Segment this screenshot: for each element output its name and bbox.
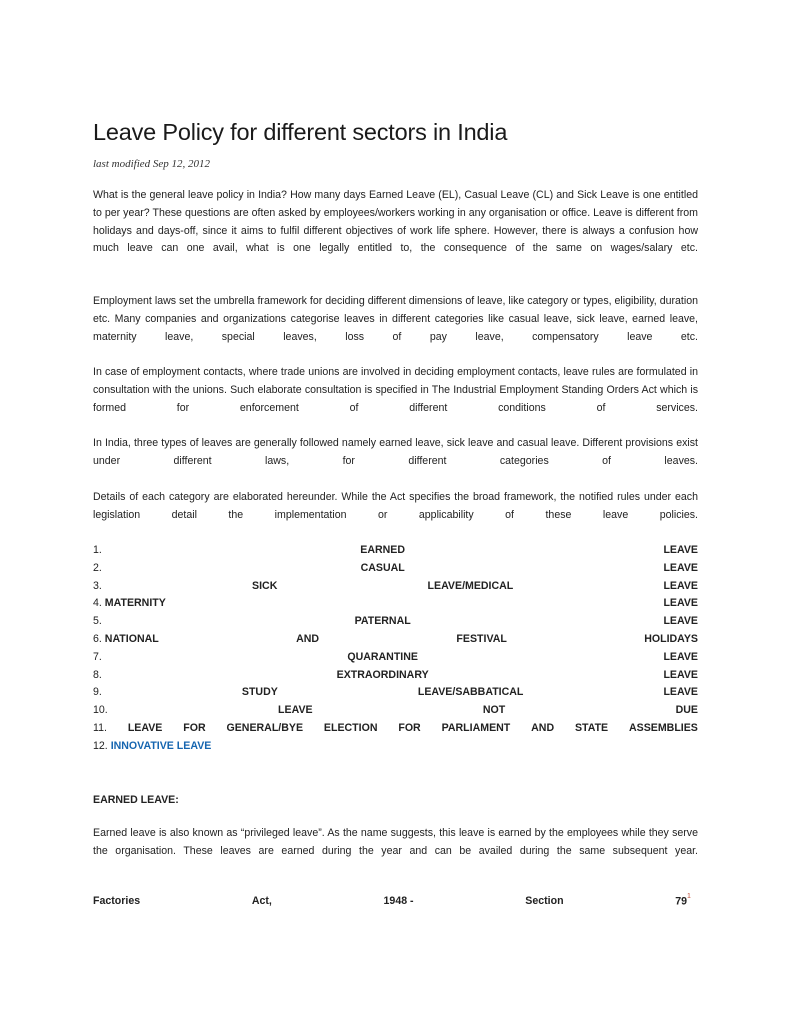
- leave-types-paragraph: In India, three types of leaves are generally followed namely earned leave, sick leave and casual leave. Different provisions exist under different laws, for different categories of leaves.: [93, 437, 698, 467]
- list-number: 1.: [93, 544, 102, 556]
- factories-act-citation: [93, 895, 691, 908]
- list-word: LEAVE: [663, 615, 698, 628]
- category-details-paragraph: Details of each category are elaborated hereunder. While the Act specifies the broad framework, the notified rules under each legislation detail the implementation or applicability of these leave policies.: [93, 491, 698, 521]
- list-number: 3.: [93, 579, 102, 592]
- list-word: STUDY: [241, 686, 278, 699]
- earned-leave-paragraph: Earned leave is also known as “privileged leave”. As the name suggests, this leave is earned by the employees while they serve the organisation. These leaves are earned during the year and can be availed during the same subsequent year.: [93, 827, 698, 857]
- list-number: 6.: [93, 632, 102, 645]
- list-word: PARLIAMENT: [441, 721, 511, 734]
- list-word: LEAVE: [663, 668, 698, 681]
- list-word: AND: [531, 721, 555, 734]
- leave-list-item: [93, 613, 698, 631]
- list-word: AND: [296, 632, 320, 645]
- list-number: 4.: [93, 597, 102, 610]
- leave-list-item: [93, 667, 698, 685]
- list-word: GENERAL/BYE: [226, 721, 304, 734]
- list-word: DUE: [675, 704, 698, 717]
- list-number: 2.: [93, 561, 102, 574]
- innovative-leave-link[interactable]: INNOVATIVE LEAVE: [110, 739, 212, 752]
- list-word: HOLIDAYS: [644, 632, 698, 645]
- citation-word: Factories: [93, 895, 141, 907]
- list-number: 11.: [93, 721, 107, 734]
- list-number: 9.: [93, 686, 102, 699]
- leave-list-item: [93, 578, 698, 596]
- citation-word: 1948 -: [383, 895, 414, 907]
- list-word: LEAVE: [127, 721, 163, 734]
- list-word: LEAVE/MEDICAL: [427, 579, 514, 592]
- list-number: 5.: [93, 615, 102, 628]
- list-word: SICK: [252, 579, 278, 592]
- employment-contacts-paragraph: In case of employment contacts, where trade unions are involved in deciding employment contacts, leave rules are formulated in consultation with the unions. Such elaborate consultation is specified in The Industrial Employment Standing Orders Act which is formed for enforcement of different conditions of services.: [93, 366, 698, 414]
- list-word: LEAVE: [663, 686, 698, 699]
- list-word: ELECTION: [323, 721, 378, 734]
- employment-laws-paragraph: Employment laws set the umbrella framework for deciding different dimensions of leave, like category or types, eligibility, duration etc. Many companies and organizations categorise leaves in different categories like casual leave, sick leave, earned leave, maternity leave, special leaves, loss of pay leave, compensatory leave etc.: [93, 295, 698, 343]
- footnote-marker[interactable]: 1: [687, 893, 691, 900]
- leave-list-item: [93, 702, 698, 720]
- citation-word: Act,: [251, 895, 272, 907]
- leave-list-item: [93, 560, 698, 578]
- list-word: LEAVE: [663, 544, 698, 556]
- leave-list-item: [93, 649, 698, 667]
- list-word: LEAVE: [663, 597, 698, 610]
- leave-list-item: [93, 631, 698, 649]
- leave-list-item: [93, 684, 698, 702]
- list-word: PATERNAL: [354, 615, 411, 628]
- leave-list-item: [93, 738, 698, 756]
- intro-paragraph: What is the general leave policy in India? How many days Earned Leave (EL), Casual Leave (CL) and Sick Leave is one entitled to per year? These questions are often asked by employees/workers working in any organisation or office. Leave is different from holidays and days-off, since it aims to fulfil different objectives of work life sphere. However, there is always a confusion how much leave can one avail, what is one legally entitled to, the consequence of the same on wages/salary etc.: [93, 189, 698, 255]
- list-number: 7.: [93, 650, 102, 663]
- list-word: STATE: [574, 721, 609, 734]
- earned-leave-heading: EARNED LEAVE:: [93, 794, 179, 806]
- list-word: NOT: [482, 704, 506, 717]
- list-word: FOR: [183, 721, 206, 734]
- list-number: 8.: [93, 668, 102, 681]
- list-word: LEAVE: [663, 579, 698, 592]
- last-modified-date: last modified Sep 12, 2012: [93, 158, 211, 170]
- list-word: MATERNITY: [104, 597, 166, 610]
- list-word: FESTIVAL: [456, 632, 507, 645]
- list-word: CASUAL: [360, 561, 405, 574]
- list-word: EARNED: [360, 544, 406, 556]
- list-number: 12.: [93, 739, 108, 752]
- leave-list-item: [93, 720, 698, 738]
- list-word: LEAVE: [663, 650, 698, 663]
- list-word: LEAVE: [278, 704, 313, 717]
- leave-list-item: [93, 542, 698, 560]
- page-title: Leave Policy for different sectors in India: [93, 119, 508, 145]
- list-word: EXTRAORDINARY: [336, 668, 429, 681]
- citation-word: Section: [525, 895, 564, 907]
- list-word: ASSEMBLIES: [629, 721, 698, 734]
- list-word: FOR: [398, 721, 421, 734]
- citation-section-number: $79^1$: [675, 893, 691, 908]
- leave-category-list: [93, 542, 698, 756]
- list-word: LEAVE: [663, 561, 698, 574]
- list-word: LEAVE/SABBATICAL: [417, 686, 524, 699]
- leave-list-item: [93, 595, 698, 613]
- list-number: 10.: [93, 704, 108, 717]
- list-word: NATIONAL: [104, 632, 159, 645]
- list-word: QUARANTINE: [347, 650, 418, 663]
